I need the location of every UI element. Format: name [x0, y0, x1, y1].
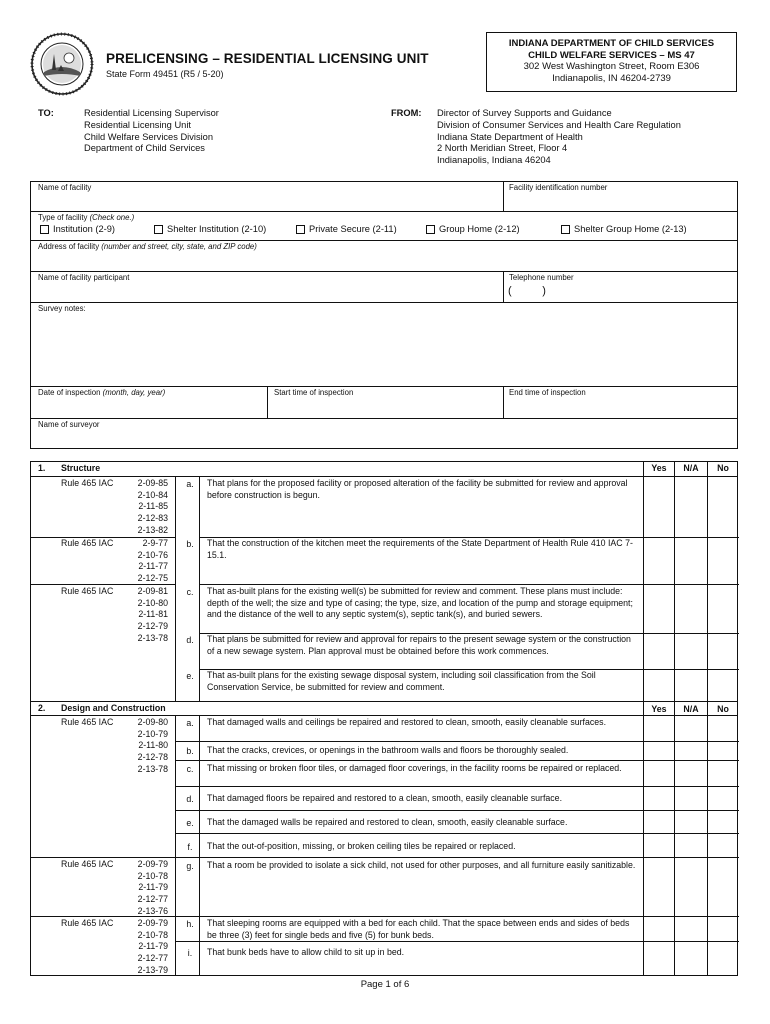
department-box: [486, 32, 737, 92]
section-number: 2.: [38, 703, 46, 713]
item-letter: c.: [186, 587, 194, 597]
rule-label: Rule 465 IAC: [61, 538, 114, 548]
col-yes: Yes: [651, 704, 667, 714]
to-label: TO:: [38, 108, 54, 118]
item-letter: h.: [186, 919, 194, 929]
dept-city: Indianapolis, IN 46204-2739: [552, 72, 671, 84]
item-text: That as-built plans for the existing well(s) be submitted for review and comment. These plans must include: depth of the well; the size and type of casing; the type, size, and location of the pump and storage equipment; and the distance of the well to any septic system(s), septic tank(s), and buried sewers.: [207, 586, 633, 620]
rule-label: Rule 465 IAC: [61, 717, 114, 727]
type-shelter-group-home-checkbox[interactable]: Shelter Group Home (2-13): [561, 224, 687, 234]
facility-id-label: Facility identification number: [509, 183, 608, 192]
to-line: Child Welfare Services Division: [84, 131, 213, 142]
type-group-home-checkbox[interactable]: Group Home (2-12): [426, 224, 520, 234]
item-text: That damaged walls and ceilings be repaired and restored to clean, smooth, easily cleanable surfaces.: [207, 717, 607, 727]
item-text: That the damaged walls be repaired and restored to clean, smooth, easily cleanable surface.: [207, 817, 568, 827]
item-letter: e.: [186, 671, 194, 681]
item-letter: b.: [186, 746, 194, 756]
telephone-paren[interactable]: ( ): [508, 285, 546, 297]
from-line: 2 North Meridian Street, Floor 4: [437, 143, 568, 154]
item-letter: a.: [186, 718, 194, 728]
item-text: That the cracks, crevices, or openings in the bathroom walls and floors be thoroughly sealed.: [207, 745, 569, 755]
rule-codes: 2-09-79 2-10-78 2-11-79 2-12-77 2-13-76: [137, 859, 168, 916]
rule-label: Rule 465 IAC: [61, 859, 114, 869]
to-line: Department of Child Services: [84, 143, 205, 154]
type-private-secure-checkbox[interactable]: Private Secure (2-11): [296, 224, 397, 234]
col-no: No: [717, 463, 729, 473]
start-time-label: Start time of inspection: [274, 388, 354, 397]
from-line: Indianapolis, Indiana 46204: [437, 155, 551, 166]
from-label: FROM:: [391, 108, 422, 118]
item-text: That the construction of the kitchen meet the requirements of the State Department of Health Rule 410 IAC 7-15.1.: [207, 538, 633, 560]
item-letter: d.: [186, 794, 194, 804]
item-letter: i.: [187, 948, 193, 958]
item-text: That a room be provided to isolate a sick child, not used for other purposes, and all furniture easily sanitizable.: [207, 860, 636, 870]
item-letter: g.: [186, 861, 194, 871]
form-number: State Form 49451 (R5 / 5-20): [106, 69, 224, 79]
from-line: Indiana State Department of Health: [437, 131, 583, 142]
item-text: That damaged floors be repaired and restored to a clean, smooth, easily cleanable surface.: [207, 793, 563, 803]
facility-type-label: Type of facility (Check one.): [38, 213, 135, 222]
facility-form: [30, 181, 738, 449]
rule-codes: 2-09-80 2-10-79 2-11-80 2-12-78 2-13-78: [137, 717, 168, 774]
item-text: That bunk beds have to allow child to sit up in bed.: [207, 947, 405, 957]
page-title: PRELICENSING – RESIDENTIAL LICENSING UNIT: [106, 51, 429, 66]
rule-codes: 2-09-81 2-10-80 2-11-81 2-12-79 2-13-78: [137, 586, 168, 643]
item-letter: e.: [186, 818, 194, 828]
item-letter: a.: [186, 479, 194, 489]
item-letter: d.: [186, 635, 194, 645]
surveyor-label: Name of surveyor: [38, 420, 100, 429]
to-line: Residential Licensing Supervisor: [84, 108, 219, 118]
facility-name-label: Name of facility: [38, 183, 92, 192]
to-address: [84, 108, 219, 155]
from-line: Division of Consumer Services and Health Care Regulation: [437, 119, 681, 130]
dept-unit: CHILD WELFARE SERVICES – MS 47: [528, 49, 695, 61]
telephone-label: Telephone number: [509, 273, 574, 282]
inspection-date-label: Date of inspection (month, day, year): [38, 388, 166, 397]
checklist-table: [30, 461, 738, 976]
col-no: No: [717, 704, 729, 714]
section-title-design: Design and Construction: [61, 703, 166, 713]
section-number: 1.: [38, 463, 46, 473]
rule-codes: 2-09-79 2-10-78 2-11-79 2-12-77 2-13-79: [137, 918, 168, 975]
col-na: N/A: [683, 463, 699, 473]
end-time-label: End time of inspection: [509, 388, 586, 397]
item-text: That plans be submitted for review and approval for repairs to the present sewage system or the construction of a new sewage system. Plan approval must be obtained before this work commences.: [207, 634, 631, 656]
dept-name: INDIANA DEPARTMENT OF CHILD SERVICES: [508, 38, 715, 49]
col-na: N/A: [683, 704, 699, 714]
participant-label: Name of facility participant: [38, 273, 130, 282]
rule-label: Rule 465 IAC: [61, 478, 114, 488]
item-text: That plans for the proposed facility or proposed alteration of the facility be submitted for review and approval before construction is begun.: [207, 478, 628, 500]
item-letter: b.: [186, 539, 194, 549]
page-number: Page 1 of 6: [360, 979, 410, 990]
rule-codes: 2-09-85 2-10-84 2-11-85 2-12-83 2-13-82: [137, 478, 168, 535]
item-text: That missing or broken floor tiles, or damaged floor coverings, in the facility rooms be repaired or replaced.: [207, 763, 622, 773]
state-seal-icon: [30, 32, 94, 96]
item-letter: f.: [187, 842, 193, 852]
rule-label: Rule 465 IAC: [61, 918, 114, 928]
to-line: Residential Licensing Unit: [84, 119, 191, 130]
item-text: That the out-of-position, missing, or broken ceiling tiles be repaired or replaced.: [207, 841, 516, 851]
from-address: [437, 108, 681, 167]
rule-codes: 2-9-77 2-10-76 2-11-77 2-12-75: [137, 538, 168, 584]
item-text: That sleeping rooms are equipped with a bed for each child. That the space between ends and sides of beds be three (3) feet for single beds and five (5) for bunk beds.: [207, 918, 630, 940]
item-text: That as-built plans for the existing sewage disposal system, including soil classification from the Soil Conservation Service, be submitted for review and comment.: [207, 670, 596, 692]
dept-street: 302 West Washington Street, Room E306: [523, 61, 700, 72]
survey-notes-label: Survey notes:: [38, 304, 86, 313]
section-title-structure: Structure: [61, 463, 101, 473]
rule-label: Rule 465 IAC: [61, 586, 114, 596]
col-yes: Yes: [651, 463, 667, 473]
type-institution-checkbox[interactable]: Institution (2-9): [40, 224, 115, 234]
from-line: Director of Survey Supports and Guidance: [437, 108, 612, 118]
item-letter: c.: [186, 764, 194, 774]
address-label: Address of facility (number and street, city, state, and ZIP code): [38, 242, 257, 251]
type-shelter-institution-checkbox[interactable]: Shelter Institution (2-10): [154, 224, 266, 234]
